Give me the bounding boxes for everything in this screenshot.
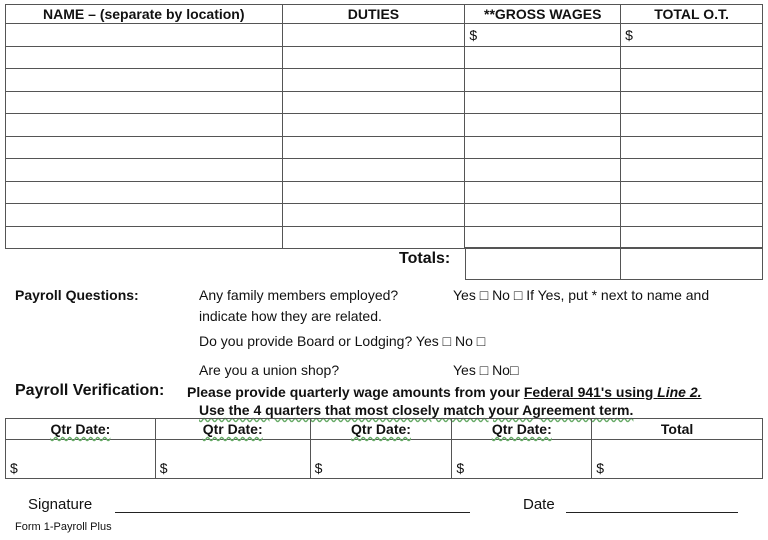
form-footer: Form 1-Payroll Plus	[15, 521, 112, 533]
cell-duties[interactable]	[282, 91, 465, 114]
header-gross-wages: **GROSS WAGES	[465, 5, 621, 24]
cell-gross-wages[interactable]	[465, 159, 621, 182]
header-qtr-2: Qtr Date:	[155, 419, 310, 440]
totals-ot[interactable]	[620, 247, 763, 280]
quarterly-wages-table	[5, 418, 763, 479]
header-total: Total	[592, 419, 763, 440]
qtr-4-amount[interactable]: $	[452, 440, 592, 479]
cell-total-ot[interactable]	[621, 159, 763, 182]
cell-name[interactable]	[6, 114, 283, 137]
header-name: NAME – (separate by location)	[6, 5, 283, 24]
totals-gross-wages[interactable]	[465, 247, 621, 280]
cell-total-ot[interactable]	[621, 136, 763, 159]
qtr-2-amount[interactable]: $	[155, 440, 310, 479]
table-row	[6, 159, 763, 182]
cell-name[interactable]	[6, 69, 283, 92]
payroll-verification-heading: Payroll Verification:	[15, 382, 165, 399]
cell-duties[interactable]	[282, 46, 465, 69]
cell-total-ot[interactable]	[621, 91, 763, 114]
cell-duties[interactable]	[282, 136, 465, 159]
question-family: Any family members employed?	[199, 287, 399, 303]
cell-duties[interactable]	[282, 159, 465, 182]
question-board-lodging[interactable]: Do you provide Board or Lodging? Yes □ No □	[199, 333, 486, 349]
qtr-1-amount[interactable]: $	[6, 440, 156, 479]
cell-duties[interactable]	[282, 114, 465, 137]
table-row	[6, 91, 763, 114]
header-duties: DUTIES	[282, 5, 465, 24]
cell-total-ot[interactable]	[621, 69, 763, 92]
qtr-3-amount[interactable]: $	[310, 440, 452, 479]
employee-table	[5, 4, 763, 249]
date-label: Date	[523, 496, 555, 513]
payroll-questions-heading: Payroll Questions:	[15, 287, 139, 303]
table-row	[6, 24, 763, 47]
cell-name[interactable]	[6, 46, 283, 69]
table-row	[6, 46, 763, 69]
date-line[interactable]	[566, 512, 738, 513]
cell-duties[interactable]	[282, 24, 465, 47]
table-row	[6, 136, 763, 159]
header-qtr-4: Qtr Date:	[452, 419, 592, 440]
verification-instructions: Please provide quarterly wage amounts from your Federal 941's using Line 2.	[187, 384, 702, 400]
cell-gross-wages[interactable]	[465, 136, 621, 159]
signature-label: Signature	[28, 496, 93, 513]
cell-name[interactable]	[6, 226, 283, 249]
header-qtr-1: Qtr Date:	[6, 419, 156, 440]
cell-total-ot[interactable]	[621, 181, 763, 204]
totals-label: Totals:	[399, 250, 451, 267]
table-row	[6, 204, 763, 227]
cell-gross-wages[interactable]: $	[465, 24, 621, 47]
question-family-options[interactable]: Yes □ No □ If Yes, put * next to name and	[453, 287, 710, 303]
cell-total-ot[interactable]	[621, 46, 763, 69]
cell-duties[interactable]	[282, 69, 465, 92]
cell-name[interactable]	[6, 91, 283, 114]
question-union: Are you a union shop?	[199, 362, 340, 378]
cell-duties[interactable]	[282, 181, 465, 204]
cell-name[interactable]	[6, 159, 283, 182]
table-row	[6, 226, 763, 249]
table-row	[6, 114, 763, 137]
cell-total-ot[interactable]: $	[621, 24, 763, 47]
cell-gross-wages[interactable]	[465, 91, 621, 114]
cell-name[interactable]	[6, 24, 283, 47]
header-qtr-3: Qtr Date:	[310, 419, 452, 440]
cell-duties[interactable]	[282, 226, 465, 249]
cell-gross-wages[interactable]	[465, 226, 621, 249]
cell-name[interactable]	[6, 181, 283, 204]
cell-gross-wages[interactable]	[465, 114, 621, 137]
cell-gross-wages[interactable]	[465, 69, 621, 92]
cell-total-ot[interactable]	[621, 226, 763, 249]
question-family-cont: indicate how they are related.	[199, 308, 382, 324]
cell-total-ot[interactable]	[621, 114, 763, 137]
cell-duties[interactable]	[282, 204, 465, 227]
cell-gross-wages[interactable]	[465, 181, 621, 204]
total-amount[interactable]: $	[592, 440, 763, 479]
cell-name[interactable]	[6, 204, 283, 227]
cell-gross-wages[interactable]	[465, 46, 621, 69]
verification-instructions-2: Use the 4 quarters that most closely match your Agreement term.	[199, 402, 634, 418]
table-row	[6, 181, 763, 204]
question-union-options[interactable]: Yes □ No□	[453, 362, 519, 378]
signature-line[interactable]	[115, 512, 470, 513]
table-row	[6, 69, 763, 92]
header-total-ot: TOTAL O.T.	[621, 5, 763, 24]
cell-total-ot[interactable]	[621, 204, 763, 227]
cell-gross-wages[interactable]	[465, 204, 621, 227]
cell-name[interactable]	[6, 136, 283, 159]
